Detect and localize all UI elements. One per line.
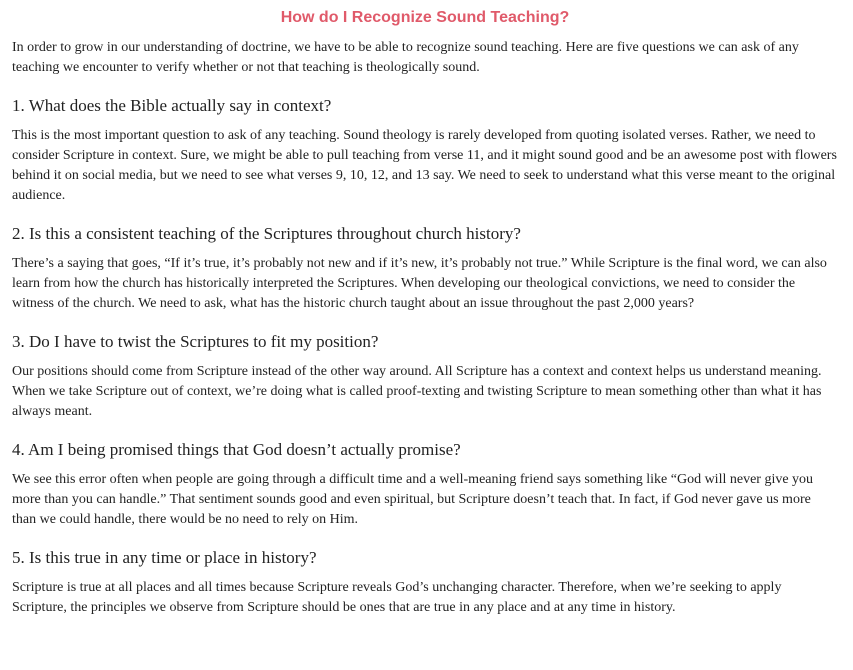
question-3-body: Our positions should come from Scripture instead of the other way around. All Scripture has a context and context helps us understand meaning. When we take Scripture out of context, we’re doing what is called proof-texting and twisting Scripture to mean something other than what it has always meant. [12, 364, 822, 419]
question-4-heading: 4. Am I being promised things that God doesn’t actually promise? [12, 440, 461, 459]
question-2-body: There’s a saying that goes, “If it’s true, it’s probably not new and if it’s new, it’s probably not true.” While Scripture is the final word, we can also learn from how the church has historically interpreted the Scriptures. When developing our theological convictions, we need to consider the witness of the church. We need to ask, what has the historic church taught about an issue throughout the past 2,000 years? [12, 256, 827, 311]
question-1-heading: 1. What does the Bible actually say in context? [12, 96, 332, 115]
question-1-body: This is the most important question to ask of any teaching. Sound theology is rarely developed from quoting isolated verses. Rather, we need to consider Scripture in context. Sure, we might be able to pull teaching from verse 11, and it might sound good and be an awesome post with flowers behind it on social media, but we need to see what verses 9, 10, 12, and 13 say. We need to seek to understand what this verse meant to the original audience. [12, 128, 837, 203]
question-4-body: We see this error often when people are going through a difficult time and a well-meaning friend says something like “God will never give you more than you can handle.” That sentiment sounds good and even spiritual, but Scripture doesn’t teach that. In fact, if God never gave us more than we could handle, there would be no need to rely on Him. [12, 472, 814, 527]
question-3-heading: 3. Do I have to twist the Scriptures to fit my position? [12, 332, 379, 351]
intro-paragraph: In order to grow in our understanding of doctrine, we have to be able to recognize sound teaching. Here are five questions we can ask of any teaching we encounter to verify whether or not that teaching is theologically sound. [12, 40, 799, 75]
article [12, 0, 838, 618]
question-5-heading: 5. Is this true in any time or place in history? [12, 548, 317, 567]
question-2-heading: 2. Is this a consistent teaching of the Scriptures throughout church history? [12, 224, 521, 243]
page-title: How do I Recognize Sound Teaching? [280, 9, 570, 26]
question-5-body: Scripture is true at all places and all times because Scripture reveals God’s unchanging character. Therefore, when we’re seeking to apply Scripture, the principles we observe from Scripture should be ones that are true in any place and at any time in history. [12, 580, 782, 615]
